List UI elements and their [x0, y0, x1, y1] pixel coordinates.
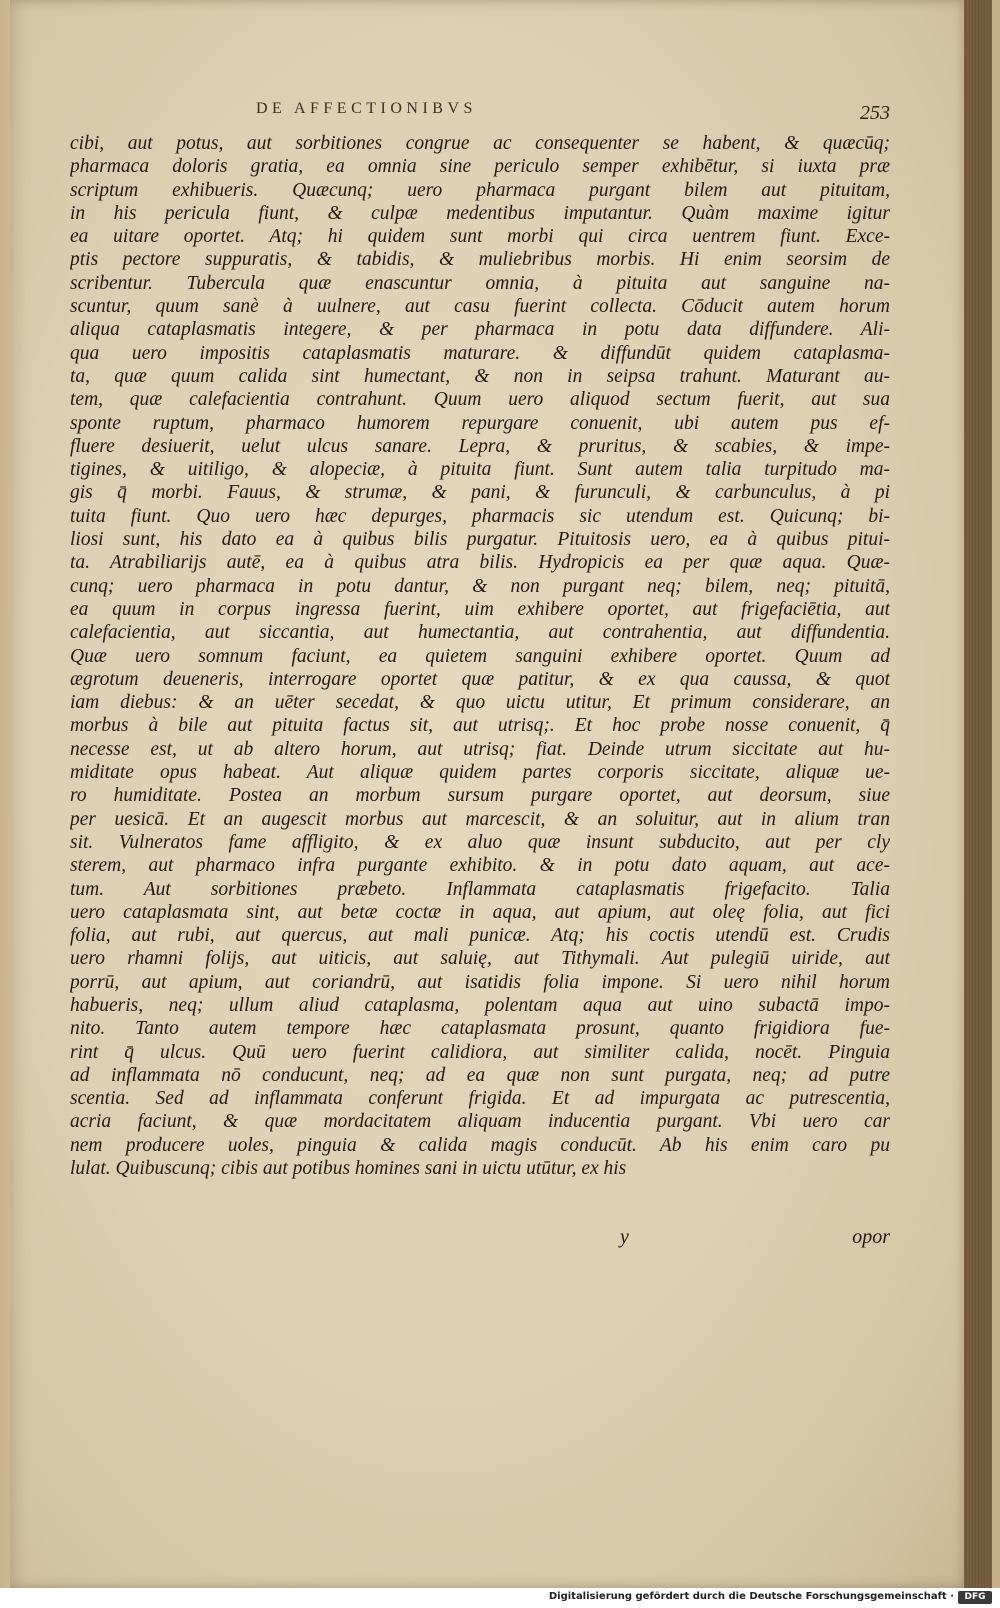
text-line: fluere desiuerit, uelut ulcus sanare. Lepra, & pruritus, & scabies, & impe- — [70, 435, 890, 457]
text-line: nito. Tanto autem tempore hæc cataplasmata prosunt, quanto frigidiora fue- — [70, 1018, 890, 1040]
text-line: necesse est, ut ab altero horum, aut utrisq; fiat. Deinde utrum siccitate aut hu- — [70, 738, 890, 760]
text-line: qua uero impositis cataplasmatis maturare. & diffundūt quidem cataplasma- — [70, 342, 890, 364]
text-line: pharmaca doloris gratia, ea omnia sine periculo semper exhibētur, si iuxta præ — [70, 156, 890, 178]
body-text — [70, 132, 890, 1180]
text-line: sit. Vulneratos fame affligito, & ex aluo quæ insunt subducito, aut per cly — [70, 831, 890, 853]
text-line: liosi sunt, his dato ea à quibus bilis purgatur. Pituitosis uero, ea à quibus pitui- — [70, 529, 890, 551]
text-line: tuita fiunt. Quo uero hæc depurges, pharmacis sic utendum est. Quicunq; bi- — [70, 505, 890, 527]
text-line: uero cataplasmata sint, aut betæ coctæ in aqua, aut apium, aut oleę folia, aut fici — [70, 901, 890, 923]
dfg-credit-bar — [0, 1588, 1000, 1608]
dfg-credit-text: Digitalisierung gefördert durch die Deutsche Forschungsgemeinschaft · — [548, 1591, 954, 1602]
text-line: cunq; uero pharmaca in potu dantur, & non purgant neq; bilem, neq; pituitā, — [70, 575, 890, 597]
page-footer — [70, 1226, 890, 1254]
text-line: ea uitare oportet. Atq; hi quidem sunt morbi qui circa uentrem fiunt. Exce- — [70, 226, 890, 248]
text-line: gis q̄ morbi. Fauus, & strumæ, & pani, & furunculi, & carbunculus, à pi — [70, 482, 890, 504]
text-line: cibi, aut potus, aut sorbitiones congrue ac consequenter se habent, & quæcūq; — [70, 133, 890, 154]
text-line: in his pericula fiunt, & culpæ medentibus imputantur. Quàm maxime igitur — [70, 202, 890, 224]
signature-mark: y — [620, 1226, 629, 1248]
text-line: ea quum in corpus ingressa fuerint, uim exhibere oportet, aut frigefaciētia, aut — [70, 598, 890, 620]
text-line: ad inflammata nō conducunt, neq; ad ea quæ non sunt purgata, neq; ad putre — [70, 1064, 890, 1086]
text-line: scriptum exhibueris. Quæcunq; uero pharmaca purgant bilem aut pituitam, — [70, 179, 890, 201]
text-line: acria faciunt, & quæ mordacitatem aliquam inducentia purgant. Vbi uero car — [70, 1111, 890, 1133]
text-line: ta, quæ quum calida sint humectant, & non in seipsa trahunt. Maturant au- — [70, 365, 890, 387]
text-line: scentia. Sed ad inflammata conferunt frigida. Et ad impurgata ac putrescentia, — [70, 1088, 890, 1110]
text-line: lulat. Quibuscunq; cibis aut potibus homines sani in uictu utūtur, ex his — [70, 1158, 627, 1180]
folio-number: 253 — [860, 102, 890, 124]
text-line: ægrotum deueneris, interrogare oportet quæ patitur, & ex qua caussa, & quot — [70, 668, 890, 690]
dfg-logo: DFG — [958, 1591, 992, 1604]
text-line: calefacientia, aut siccantia, aut humectantia, aut contrahentia, aut diffundentia. — [70, 622, 890, 644]
text-line: habueris, neq; ullum aliud cataplasma, polentam aqua aut uino subactā impo- — [70, 994, 890, 1016]
text-line: tigines, & uitiligo, & alopeciæ, à pituita fiunt. Sunt autem talia turpitudo ma- — [70, 459, 890, 481]
text-line: aliqua cataplasmatis integere, & per pharmaca in potu data diffundere. Ali- — [70, 319, 890, 341]
running-head: DE AFFECTIONIBVS — [256, 100, 477, 117]
text-line: Quæ uero somnum faciunt, ea quietem sanguini exhibere oportet. Quum ad — [70, 645, 890, 667]
text-line: morbus à bile aut pituita factus sit, aut utrisq;. Et hoc probe nosse conuenit, q̄ — [70, 715, 890, 737]
text-line: tum. Aut sorbitiones præbeto. Inflammata cataplasmatis frigefacito. Talia — [70, 878, 890, 900]
text-line: scribentur. Tubercula quæ enascuntur omnia, à pituita aut sanguine na- — [70, 272, 890, 294]
text-line: sterem, aut pharmaco infra purgante exhibito. & in potu dato aquam, aut ace- — [70, 855, 890, 877]
text-line: ta. Atrabiliarijs autē, ea à quibus atra bilis. Hydropicis ea per quæ aqua. Quæ- — [70, 552, 890, 574]
text-line: rint q̄ ulcus. Quū uero fuerint calidiora, aut similiter calida, nocēt. Pinguia — [70, 1041, 890, 1063]
text-line: iam diebus: & an uēter secedat, & quo uictu utitur, Et primum considerare, an — [70, 692, 890, 714]
text-line: sponte ruptum, pharmaco humorem repurgare conuenit, ubi autem pus ef- — [70, 412, 890, 434]
text-line: uero rhamni folijs, aut uiticis, aut saluię, aut Tithymali. Aut pulegiū uiride, aut — [70, 948, 890, 970]
page-header — [60, 100, 890, 130]
text-line: ptis pectore suppuratis, & tabidis, & muliebribus morbis. Hi enim seorsim de — [70, 249, 890, 271]
text-line: miditate opus habeat. Aut aliquæ quidem partes corporis siccitate, aliquæ ue- — [70, 762, 890, 784]
text-line: tem, quæ calefacientia contrahunt. Quum uero aliquod sectum fuerit, aut sua — [70, 389, 890, 411]
text-line: nem producere uoles, pinguia & calida magis conducūt. Ab his enim caro pu — [70, 1134, 890, 1156]
page-edge-stack — [964, 0, 992, 1588]
text-line: scuntur, quum sanè à uulnere, aut casu fuerint collecta. Cōducit autem horum — [70, 296, 890, 318]
text-line: porrū, aut apium, aut coriandrū, aut isatidis folia impone. Si uero nihil horum — [70, 971, 890, 993]
text-line: ro humiditate. Postea an morbum sursum purgare oportet, aut deorsum, siue — [70, 785, 890, 807]
catchword: opor — [852, 1226, 890, 1248]
text-line: per uesicā. Et an augescit morbus aut marcescit, & an soluitur, aut in alium tran — [70, 808, 890, 830]
text-line: folia, aut rubi, aut quercus, aut mali punicæ. Atq; his coctis utendū est. Crudis — [70, 925, 890, 947]
